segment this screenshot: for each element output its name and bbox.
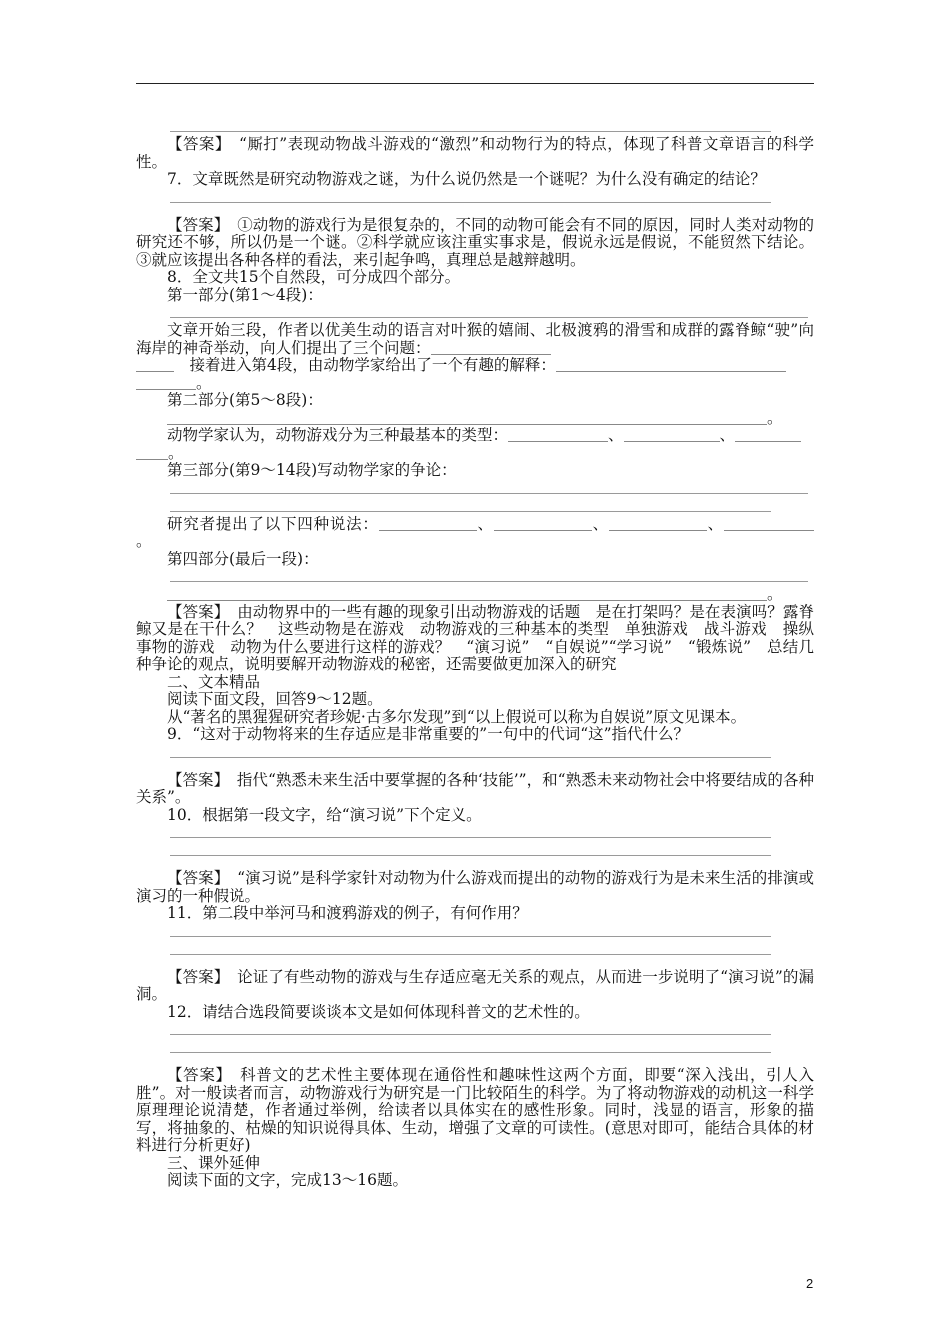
section-2-heading: 二、文本精品 xyxy=(167,672,261,691)
answer-text: 论证了有些动物的游戏与生存适应毫无关系的观点，从而进一步说明了“演习说”的漏洞。 xyxy=(136,967,814,1003)
question-8: 8．全文共15个自然段，可分成四个部分。 xyxy=(167,268,461,286)
part-1-text-b: 接着进入第4段，由动物学家给出了一个有趣的解释： xyxy=(189,356,556,374)
part-1-text xyxy=(136,322,814,357)
section-3-heading: 三、课外延伸 xyxy=(167,1153,261,1172)
separator: 、 xyxy=(706,514,724,533)
answer-blank-line xyxy=(136,923,814,941)
separator: 、 xyxy=(608,426,624,444)
answer-tag: 【答案】 xyxy=(167,1066,224,1084)
answer-blank-line xyxy=(136,941,814,959)
fill-blank xyxy=(136,377,196,390)
fill-blank xyxy=(494,518,592,531)
reading-instruction-2: 阅读下面的文字，完成13～16题。 xyxy=(167,1171,408,1189)
page-content xyxy=(136,118,814,1190)
fill-blank xyxy=(379,518,477,531)
fill-blank xyxy=(167,412,767,425)
answer-tag: 【答案】 xyxy=(167,869,222,887)
fill-blank xyxy=(624,429,720,442)
period: 。 xyxy=(136,532,152,550)
answer-blank-line xyxy=(136,118,814,136)
part-1-text-a: 文章开始三段，作者以优美生动的语言对叶猴的嬉闹、北极渡鸦的滑雪和成群的露脊鲸“驶”向海岸的神奇举动，向人们提出了三个问题： xyxy=(136,321,814,357)
answer-blank-line xyxy=(136,304,814,322)
answer-blank-line xyxy=(136,189,814,207)
period: 。 xyxy=(767,408,783,427)
answer-10 xyxy=(136,870,814,905)
answer-blank-line xyxy=(136,498,814,516)
fill-blank xyxy=(724,518,814,531)
answer-9 xyxy=(136,772,814,807)
answer-tag: 【答案】 xyxy=(167,215,222,234)
part-4-heading: 第四部分(最后一段)： xyxy=(167,549,319,568)
answer-7 xyxy=(136,217,814,270)
question-9: 9．“这对于动物将来的生存适应是非常重要的”一句中的代词“这”指代什么？ xyxy=(167,725,690,743)
part-3-text xyxy=(136,516,814,551)
separator: 、 xyxy=(476,514,494,533)
part-1-end-line xyxy=(136,375,814,393)
fill-blank xyxy=(431,342,551,355)
answer-text: 由动物界中的一些有趣的现象引出动物游戏的话题 是在打架吗？是在表演吗？露脊鲸又是在干什么？ 这些动物是在游戏 动物游戏的三种基本的类型 单独游戏 战斗游戏 操纵事物的游戏 动物为什么要进行这样的游戏？ “演习说” “自娱说”“学习说” “锻炼说” 总结几种争论的观点，说明要解开动物游戏的秘密，还需要做更加深入的研究 xyxy=(136,602,814,673)
answer-blank-line xyxy=(136,480,814,498)
answer-blank-line xyxy=(136,842,814,860)
fill-blank xyxy=(136,447,168,460)
answer-text: 指代“熟悉未来生活中要掌握的各种‘技能’”，和“熟悉未来动物社会中将要结成的各种关系”。 xyxy=(136,770,814,806)
answer-tag: 【答案】 xyxy=(167,135,224,153)
fill-blank xyxy=(508,429,608,442)
fill-blank xyxy=(136,359,174,372)
answer-text: “演习说”是科学家针对动物为什么游戏而提出的动物的游戏行为是未来生活的排演或演习的一种假说。 xyxy=(136,869,814,905)
answer-tag: 【答案】 xyxy=(167,770,222,789)
answer-blank-line xyxy=(136,1021,814,1039)
period: 。 xyxy=(767,585,783,603)
fill-blank xyxy=(556,359,786,372)
fill-blank xyxy=(735,429,801,442)
part-1-heading: 第一部分(第1～4段)： xyxy=(167,285,323,304)
answer-text: 科普文的艺术性主要体现在通俗性和趣味性这两个方面，即要“深入浅出，引人入胜”。对一般读者而言，动物游戏行为研究是一门比较陌生的科学。为了将动物游戏的动机这一科学原理理论说清楚，作者通过举例，给读者以具体实在的感性形象。同时，浅显的语言，形象的描写，将抽象的、枯燥的知识说得具体、生动，增强了文章的可读性。(意思对即可，能结合具体的材料进行分析更好) xyxy=(136,1066,814,1154)
answer-8 xyxy=(136,604,814,674)
answer-blank-line xyxy=(136,1039,814,1057)
part-1-text-b-line xyxy=(136,357,814,375)
answer-12 xyxy=(136,1067,814,1155)
question-7: 7．文章既然是研究动物游戏之谜，为什么说仍然是一个谜呢？为什么没有确定的结论？ xyxy=(167,170,766,188)
answer-tag: 【答案】 xyxy=(167,602,222,621)
separator: 、 xyxy=(719,426,736,444)
header-rule xyxy=(136,83,814,84)
part-3-text-label: 研究者提出了以下四种说法： xyxy=(167,514,379,533)
reading-instruction-1: 阅读下面文段，回答9～12题。 xyxy=(167,690,383,708)
answer-blank-line xyxy=(136,744,814,762)
answer-blank-line xyxy=(136,568,814,586)
question-10: 10．根据第一段文字，给“演习说”下个定义。 xyxy=(167,805,482,824)
period: 。 xyxy=(196,373,212,392)
part-2-text-label: 动物学家认为，动物游戏分为三种最基本的类型： xyxy=(167,426,509,444)
answer-tag: 【答案】 xyxy=(167,967,222,986)
part-2-text xyxy=(136,427,814,445)
period: 。 xyxy=(168,443,184,462)
part-2-end-line xyxy=(136,445,814,463)
page-number: 2 xyxy=(806,1276,814,1291)
answer-text: “厮打”表现动物战斗游戏的“激烈”和动物行为的特点，体现了科普文章语言的科学性。 xyxy=(136,135,814,171)
question-12: 12．请结合选段简要谈谈本文是如何体现科普文的艺术性的。 xyxy=(167,1002,590,1021)
answer-6 xyxy=(136,136,814,171)
question-11: 11．第二段中举河马和渡鸦游戏的例子，有何作用？ xyxy=(167,904,528,922)
separator: 、 xyxy=(591,514,609,533)
reading-source-1: 从“著名的黑猩猩研究者珍妮·古多尔发现”到“以上假说可以称为自娱说”原文见课本。 xyxy=(167,707,747,726)
part-3-heading: 第三部分(第9～14段)写动物学家的争论： xyxy=(167,461,457,479)
part-4-blank-line xyxy=(136,586,814,604)
part-2-blank-line xyxy=(136,410,814,428)
fill-blank xyxy=(609,518,707,531)
answer-blank-line xyxy=(136,824,814,842)
part-2-heading: 第二部分(第5～8段)： xyxy=(167,391,323,409)
answer-text: ①动物的游戏行为是很复杂的，不同的动物可能会有不同的原因，同时人类对动物的研究还不够，所以仍是一个谜。②科学就应该注重实事求是，假说永远是假说，不能贸然下结论。③就应该提出各种各样的看法，来引起争鸣，真理总是越辩越明。 xyxy=(136,215,814,269)
answer-11 xyxy=(136,969,814,1004)
fill-blank xyxy=(167,588,767,601)
